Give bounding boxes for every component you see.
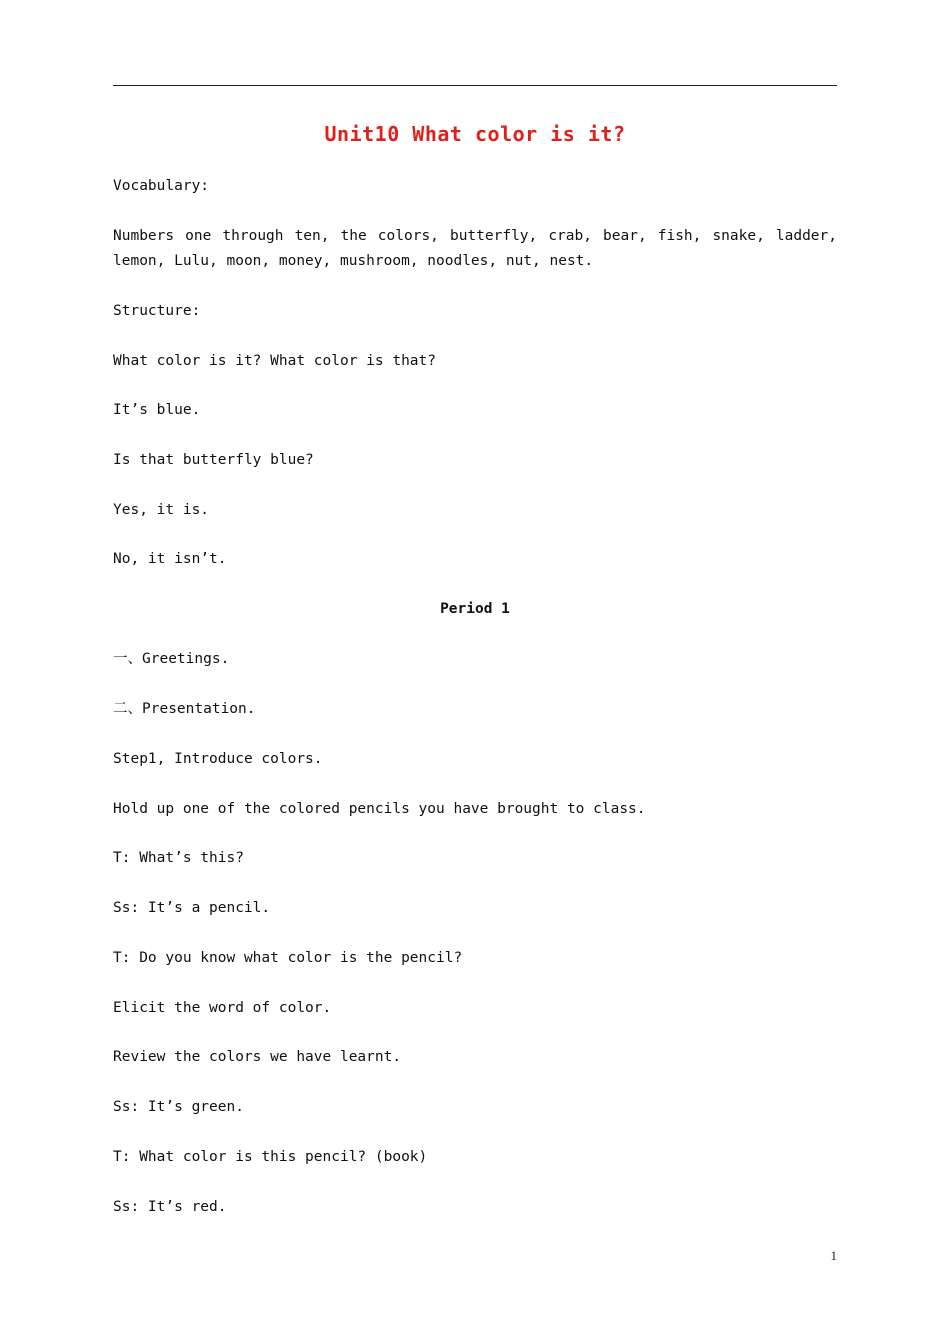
step-line: T: What color is this pencil? (book) — [113, 1149, 428, 1165]
document-title: Unit10 What color is it? — [324, 122, 626, 146]
step-line: Elicit the word of color. — [113, 1000, 332, 1016]
step-line: 二、Presentation. — [113, 701, 256, 717]
step-line: Review the colors we have learnt. — [113, 1049, 402, 1065]
structure-line: It’s blue. — [113, 402, 201, 418]
step-line: T: What’s this? — [113, 850, 244, 866]
step-line: T: Do you know what color is the pencil? — [113, 950, 463, 966]
period-heading: Period 1 — [440, 601, 510, 617]
step-line: Step1, Introduce colors. — [113, 751, 323, 767]
page-number: 1 — [830, 1248, 837, 1263]
structure-line: What color is it? What color is that? — [113, 353, 437, 369]
header-rule — [113, 85, 837, 86]
step-line: Ss: It’s red. — [113, 1199, 227, 1215]
vocabulary-text-line-2: lemon, Lulu, moon, money, mushroom, noodles, nut, nest. — [113, 253, 594, 269]
structure-line: No, it isn’t. — [113, 551, 227, 567]
vocabulary-text-line-1: Numbers one through ten, the colors, butterfly, crab, bear, fish, snake, ladder, — [113, 228, 837, 244]
structure-line: Is that butterfly blue? — [113, 452, 314, 468]
step-line: Hold up one of the colored pencils you have brought to class. — [113, 801, 646, 817]
step-line: 一、Greetings. — [113, 651, 230, 667]
vocabulary-label: Vocabulary: — [113, 178, 210, 194]
structure-label: Structure: — [113, 303, 201, 319]
structure-line: Yes, it is. — [113, 502, 210, 518]
step-line: Ss: It’s a pencil. — [113, 900, 271, 916]
step-line: Ss: It’s green. — [113, 1099, 244, 1115]
